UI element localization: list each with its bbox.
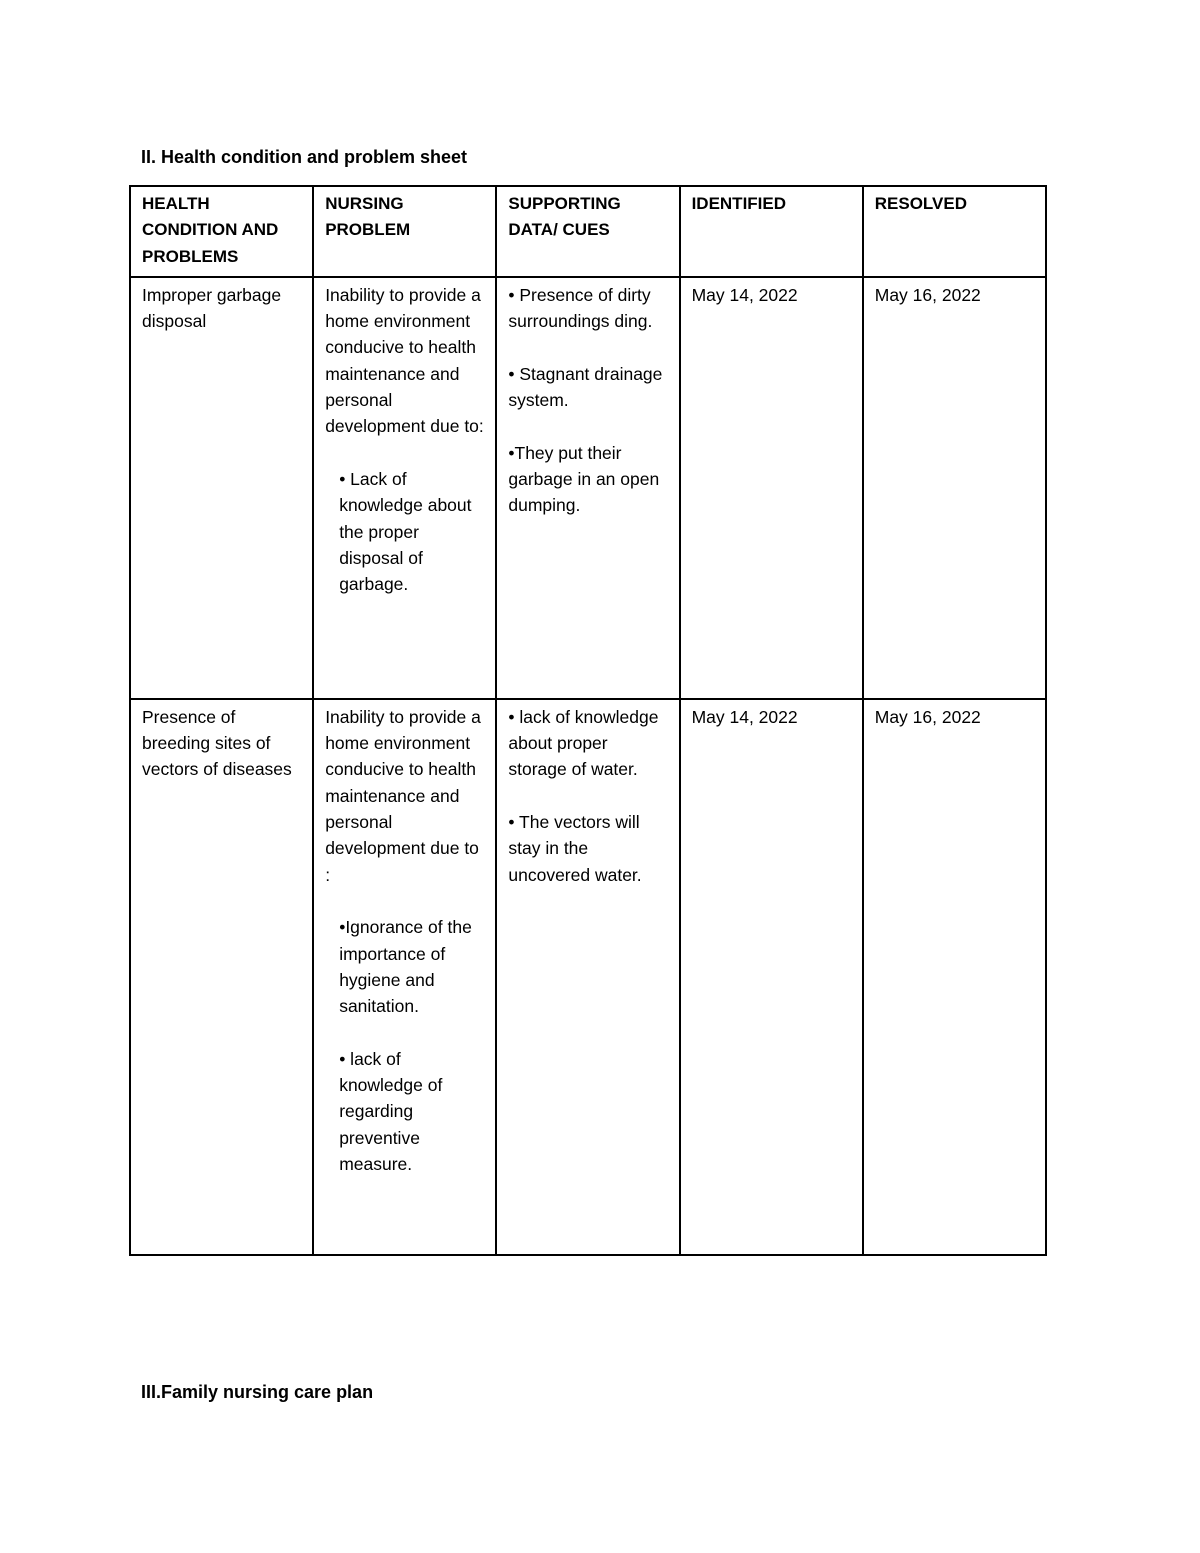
identified-date: May 14, 2022 — [680, 699, 863, 1255]
nursing-problem-cell — [313, 699, 496, 1255]
resolved-date: May 16, 2022 — [863, 699, 1046, 1255]
nursing-problem-bullet: • lack of knowledge of regarding preventive measure. — [339, 1048, 448, 1174]
cue-bullet: • Stagnant drainage system. — [508, 363, 668, 411]
cue-bullet: •They put their garbage in an open dumping. — [508, 442, 665, 516]
nursing-problem-bullet: • Lack of knowledge about the proper disposal of garbage. — [339, 468, 477, 595]
table-row — [130, 699, 1046, 1255]
section-title: III.Family nursing care plan — [141, 1382, 374, 1402]
health-condition-cell: Improper garbage disposal — [130, 277, 313, 699]
supporting-data-cell — [496, 277, 679, 699]
identified-date: May 14, 2022 — [680, 277, 863, 699]
header-resolved: RESOLVED — [863, 186, 1046, 277]
resolved-date: May 16, 2022 — [863, 277, 1046, 699]
table-row — [130, 277, 1046, 699]
cue-bullet: • lack of knowledge about proper storage of water. — [508, 706, 664, 780]
header-nursing-problem: NURSING PROBLEM — [313, 186, 496, 277]
header-identified: IDENTIFIED — [680, 186, 863, 277]
nursing-problem-text: Inability to provide a home environment conducive to health maintenance and personal development due to : — [325, 706, 486, 885]
section-title: II. Health condition and problem sheet — [141, 147, 468, 167]
supporting-data-cell — [496, 699, 679, 1255]
health-problem-table — [129, 185, 1047, 1256]
nursing-problem-text: Inability to provide a home environment conducive to health maintenance and personal development due to: — [325, 284, 486, 437]
table-header-row — [130, 186, 1046, 277]
health-condition-cell: Presence of breeding sites of vectors of diseases — [130, 699, 313, 1255]
nursing-problem-cell — [313, 277, 496, 699]
cue-bullet: • Presence of dirty surroundings ding. — [508, 284, 656, 332]
header-supporting-data: SUPPORTING DATA/ CUES — [496, 186, 679, 277]
nursing-problem-bullet: •Ignorance of the importance of hygiene and sanitation. — [339, 917, 487, 1017]
cue-bullet: • The vectors will stay in the uncovered water. — [508, 812, 645, 885]
header-health-condition: HEALTH CONDITION AND PROBLEMS — [130, 186, 313, 277]
